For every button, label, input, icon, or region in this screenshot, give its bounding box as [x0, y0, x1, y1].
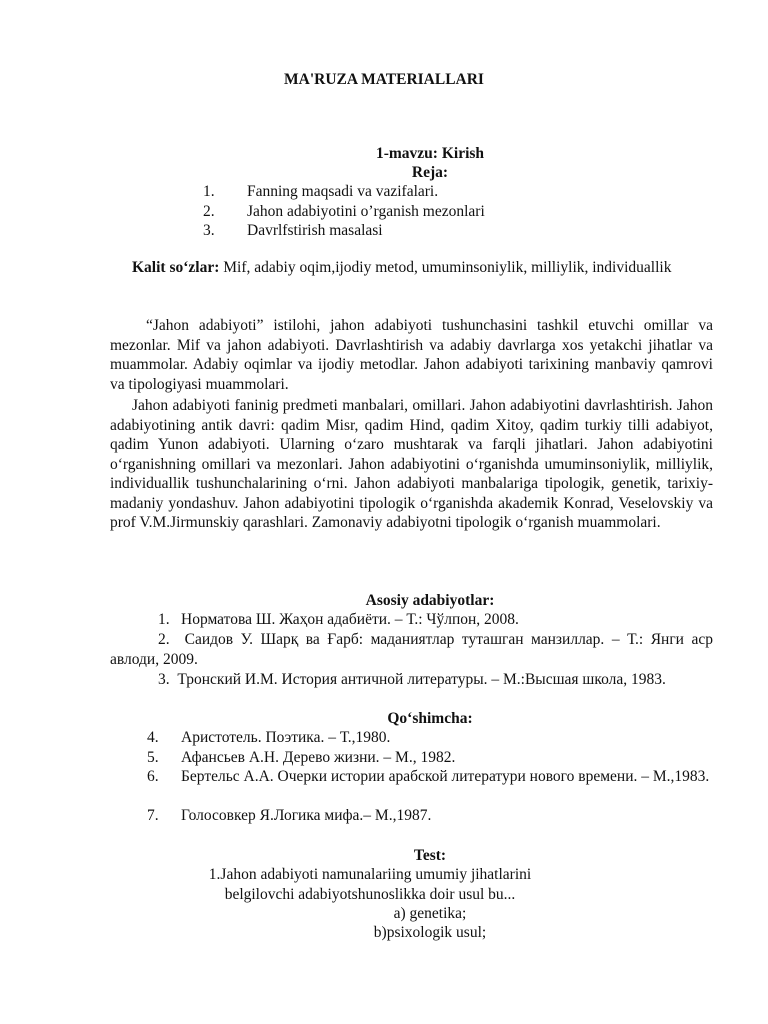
plan-item-number: 3. [203, 222, 215, 239]
content-paragraph: Jahon adabiyoti faninig predmeti manbalari, omillari. Jahon adabiyotini davrlashtirish. Jahon adabiyotining antik davri: qadim Misr, qadim Hind, qadim Xitoy, qadim turkiy tilli adabiyot, qadim Yunon adabiyoti. Ularning o‘zaro mushtarak va farqli jihatlari. Jahon adabiyotini o‘rganishning omillari va mezonlari. Jahon adabiyotini o‘rganishda umuminsoniylik, milliylik, individuallik tushunchalarining o‘rni. Jahon adabiyoti manbalariga tipologik, genetik, tarixiy-madaniy yondashuv. Jahon adabiyotini tipologik o‘rganishda akademik Konrad, Veselovskiy va prof V.M.Jirmunskiy qarashlari. Zamonaviy adabiyotni tipologik o‘rganish muammolari. [110, 397, 713, 531]
plan-item-text: Fanning maqsadi va vazifalari. [247, 183, 439, 200]
plan-heading: Reja: [411, 164, 449, 181]
intro-paragraph: “Jahon adabiyoti” istilohi, jahon adabiyoti tushunchasini tashkil etuvchi omillar va mezonlar. Mif va jahon adabiyoti. Davrlashtirish va adabiy davrlarga xos yetakchi jihatlar va muammolar. Adabiy oqimlar va ijodiy metodlar. Jahon adabiyoti tarixining manbaviy qamrovi va tipologiyasi muammolari. [110, 317, 713, 393]
keywords-text: Mif, adabiy oqim,ijodiy metod, umuminsoniylik, milliylik, individuallik [219, 259, 672, 276]
literature-number: 7. [147, 807, 159, 824]
literature-number: 4. [147, 729, 159, 746]
literature-text: Голосовкер Я.Логика мифа.– М.,1987. [181, 807, 432, 824]
literature-number: 6. [147, 768, 159, 785]
main-literature-heading: Asosiy adabiyotlar: [365, 592, 495, 609]
test-heading: Test: [413, 847, 447, 864]
topic-heading: 1-mavzu: Kirish [375, 145, 485, 162]
extra-literature-heading: Qo‘shimcha: [387, 710, 473, 727]
plan-item-number: 2. [203, 203, 215, 220]
literature-text: Саидов У. Шарқ ва Ғарб: маданиятлар туташган манзиллар. – Т.: Янги аср авлоди, 2009. [110, 631, 713, 668]
plan-item-number: 1. [203, 183, 215, 200]
plan-item-text: Jahon adabiyotini o’rganish mezonlari [247, 203, 485, 220]
keywords-label: Kalit so‘zlar: [132, 259, 220, 276]
test-option[interactable]: b)psixologik usul; [373, 924, 487, 941]
literature-text: Афансьев А.Н. Дерево жизни. – М., 1982. [181, 749, 456, 766]
literature-text: Аристотель. Поэтика. – Т.,1980. [181, 729, 391, 746]
literature-text: Тронский И.М. История античной литературы. – М.:Высшая школа, 1983. [177, 671, 666, 688]
test-option[interactable]: a) genetika; [393, 905, 467, 922]
literature-text: Норматова Ш. Жаҳон адабиёти. – Т.: Чўлпон, 2008. [181, 611, 519, 628]
literature-number: 1. [158, 611, 170, 628]
test-question: 1.Jahon adabiyoti namunalariing umumiy jihatlarini belgilovchi adabiyotshunoslikka doir usul bu... [208, 866, 532, 903]
plan-item-text: Davrlfstirish masalasi [247, 222, 383, 239]
document-title: MA'RUZA MATERIALLARI [284, 71, 484, 88]
literature-number: 5. [147, 749, 159, 766]
list-item [110, 670, 713, 690]
literature-number: 3. [158, 671, 170, 688]
list-item [110, 630, 713, 669]
keywords-paragraph [110, 258, 713, 278]
literature-text: Бертельс А.А. Очерки истории арабской литератури нового времени. – М.,1983. [181, 768, 710, 785]
literature-number: 2. [158, 631, 170, 648]
